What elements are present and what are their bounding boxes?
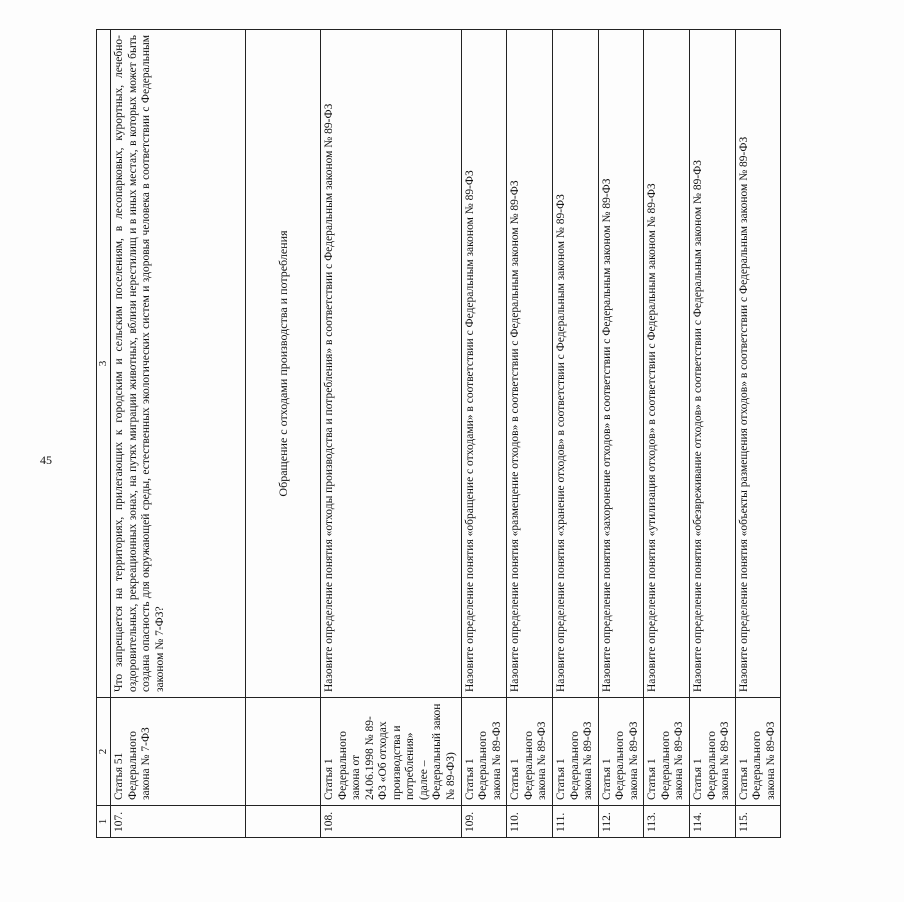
row-number: 115. bbox=[735, 806, 781, 838]
row-source: Статья 1 Федерального закона от 24.06.1998 № 89-ФЗ «Об отходах производства и потребления» (далее – Федеральный закон № 89-ФЗ) bbox=[320, 698, 461, 806]
row-question: Что запрещается на территориях, прилегающих к городским и сельским поселениям, в лесопарковых, курортных, лечебно-оздоровительных, рекреационных зонах, на путях миграции животных, вблизи нерестилищ и в иных местах, в которых может быть создана опасность для окружающей среды, естественных экологических систем и здоровья человека в соответствии с Федеральным законом № 7-ФЗ? bbox=[110, 30, 245, 698]
row-source: Статья 51 Федерального закона № 7-ФЗ bbox=[110, 698, 245, 806]
column-header: 1 bbox=[97, 806, 111, 838]
column-header: 2 bbox=[97, 698, 111, 806]
row-question: Назовите определение понятия «обращение с отходами» в соответствии с Федеральным законом № 89-ФЗ bbox=[461, 30, 507, 698]
table-row bbox=[644, 30, 690, 838]
row-question: Назовите определение понятия «обезвреживание отходов» в соответствии с Федеральным законом № 89-ФЗ bbox=[690, 30, 736, 698]
table-row bbox=[110, 30, 245, 838]
row-source: Статья 1 Федерального закона № 89-ФЗ bbox=[552, 698, 598, 806]
row-source: Статья 1 Федерального закона № 89-ФЗ bbox=[598, 698, 644, 806]
row-number: 109. bbox=[461, 806, 507, 838]
row-number: 108. bbox=[320, 806, 461, 838]
table-row bbox=[320, 30, 461, 838]
row-question: Назовите определение понятия «захоронение отходов» в соответствии с Федеральным законом № 89-ФЗ bbox=[598, 30, 644, 698]
table-row bbox=[598, 30, 644, 838]
section-row bbox=[245, 30, 320, 838]
table-row bbox=[735, 30, 781, 838]
rotated-table-container bbox=[96, 35, 904, 838]
row-number: 107. bbox=[110, 806, 245, 838]
row-number: 111. bbox=[552, 806, 598, 838]
table-row bbox=[690, 30, 736, 838]
row-source: Статья 1 Федерального закона № 89-ФЗ bbox=[507, 698, 553, 806]
row-number: 112. bbox=[598, 806, 644, 838]
row-number: 114. bbox=[690, 806, 736, 838]
row-question: Назовите определение понятия «утилизация отходов» в соответствии с Федеральным законом № 89-ФЗ bbox=[644, 30, 690, 698]
row-number: 110. bbox=[507, 806, 553, 838]
row-source: Статья 1 Федерального закона № 89-ФЗ bbox=[690, 698, 736, 806]
table-row bbox=[552, 30, 598, 838]
table-row bbox=[507, 30, 553, 838]
row-source: Статья 1 Федерального закона № 89-ФЗ bbox=[461, 698, 507, 806]
row-question: Назовите определение понятия «отходы производства и потребления» в соответствии с Федеральным законом № 89-ФЗ bbox=[320, 30, 461, 698]
table-row bbox=[461, 30, 507, 838]
row-number: 113. bbox=[644, 806, 690, 838]
table-header-row bbox=[97, 30, 111, 838]
row-source: Статья 1 Федерального закона № 89-ФЗ bbox=[644, 698, 690, 806]
column-header: 3 bbox=[97, 30, 111, 698]
questions-table bbox=[96, 29, 781, 838]
row-source: Статья 1 Федерального закона № 89-ФЗ bbox=[735, 698, 781, 806]
page-number: 45 bbox=[40, 453, 52, 467]
row-question: Назовите определение понятия «размещение отходов» в соответствии с Федеральным законом № 89-ФЗ bbox=[507, 30, 553, 698]
row-question: Назовите определение понятия «объекты размещения отходов» в соответствии с Федеральным законом № 89-ФЗ bbox=[735, 30, 781, 698]
section-title: Обращение с отходами производства и потребления bbox=[245, 30, 320, 698]
row-question: Назовите определение понятия «хранение отходов» в соответствии с Федеральным законом № 89-ФЗ bbox=[552, 30, 598, 698]
